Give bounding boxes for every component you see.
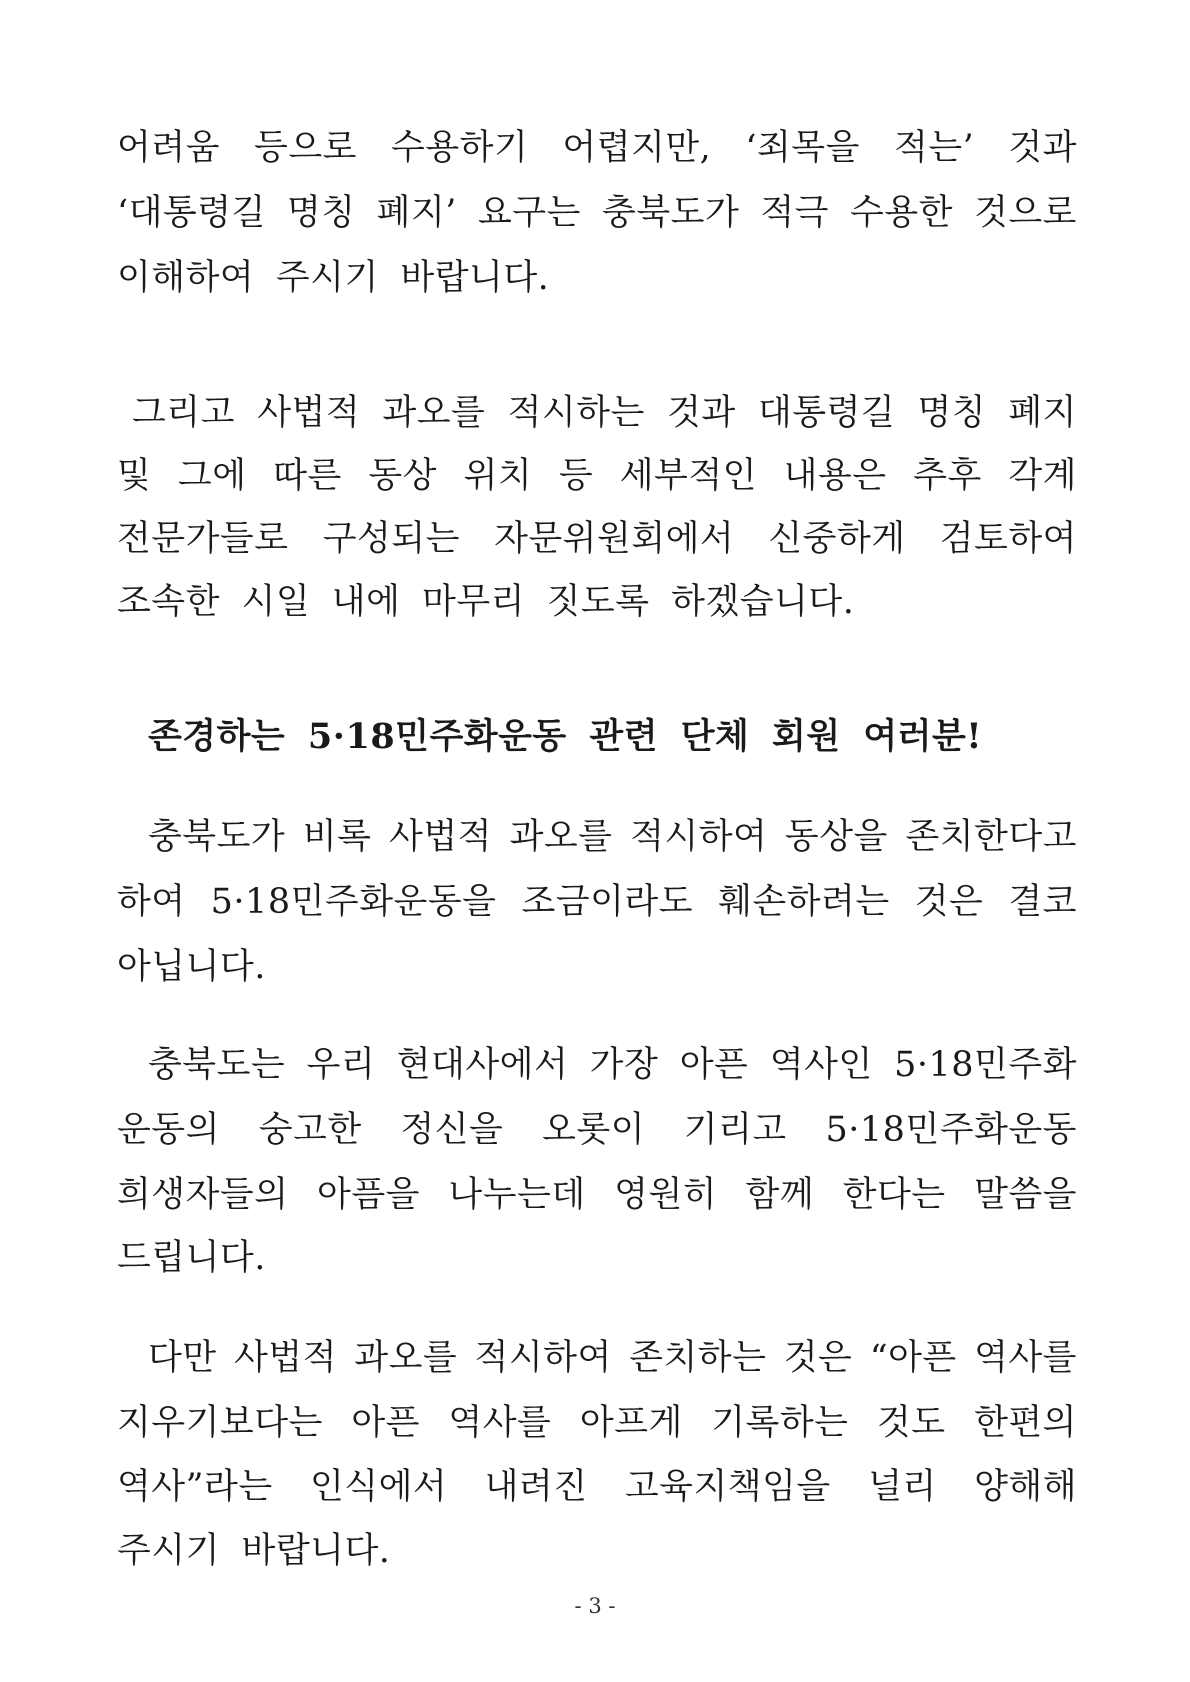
paragraph-1-line-3: 이해하여 주시기 바랍니다.: [117, 258, 550, 298]
page-number: - 3 -: [574, 1594, 616, 1618]
section-heading: 존경하는 5·18민주화운동 관련 단체 회원 여러분!: [148, 716, 983, 757]
paragraph-2-line-1: 그리고 사법적 과오를 적시하는 것과 대통령길 명칭 폐지: [132, 393, 1077, 433]
paragraph-5-line-1: 다만 사법적 과오를 적시하여 존치하는 것은 “아픈 역사를: [148, 1338, 1077, 1378]
paragraph-5-line-4: 주시기 바랍니다.: [117, 1531, 391, 1571]
paragraph-4-line-4: 드립니다.: [117, 1238, 266, 1278]
paragraph-3-line-3: 아닙니다.: [117, 947, 266, 987]
paragraph-5-line-3: 역사”라는 인식에서 내려진 고육지책임을 널리 양해해: [117, 1467, 1077, 1507]
paragraph-2-line-3: 전문가들로 구성되는 자문위원회에서 신중하게 검토하여: [117, 519, 1077, 559]
paragraph-2-line-4: 조속한 시일 내에 마무리 짓도록 하겠습니다.: [117, 582, 855, 622]
paragraph-5-line-2: 지우기보다는 아픈 역사를 아프게 기록하는 것도 한편의: [117, 1403, 1077, 1443]
paragraph-1-line-1: 어려움 등으로 수용하기 어렵지만, ‘죄목을 적는’ 것과: [117, 128, 1077, 168]
paragraph-3-line-2: 하여 5·18민주화운동을 조금이라도 훼손하려는 것은 결코: [117, 882, 1077, 922]
paragraph-2-line-2: 및 그에 따른 동상 위치 등 세부적인 내용은 추후 각계: [117, 456, 1077, 496]
paragraph-1-line-2: ‘대통령길 명칭 폐지’ 요구는 충북도가 적극 수용한 것으로: [117, 193, 1077, 233]
paragraph-4-line-1: 충북도는 우리 현대사에서 가장 아픈 역사인 5·18민주화: [148, 1045, 1077, 1085]
paragraph-4-line-2: 운동의 숭고한 정신을 오롯이 기리고 5·18민주화운동: [117, 1110, 1077, 1150]
paragraph-4-line-3: 희생자들의 아픔을 나누는데 영원히 함께 한다는 말씀을: [117, 1175, 1077, 1215]
paragraph-3-line-1: 충북도가 비록 사법적 과오를 적시하여 동상을 존치한다고: [148, 817, 1077, 857]
